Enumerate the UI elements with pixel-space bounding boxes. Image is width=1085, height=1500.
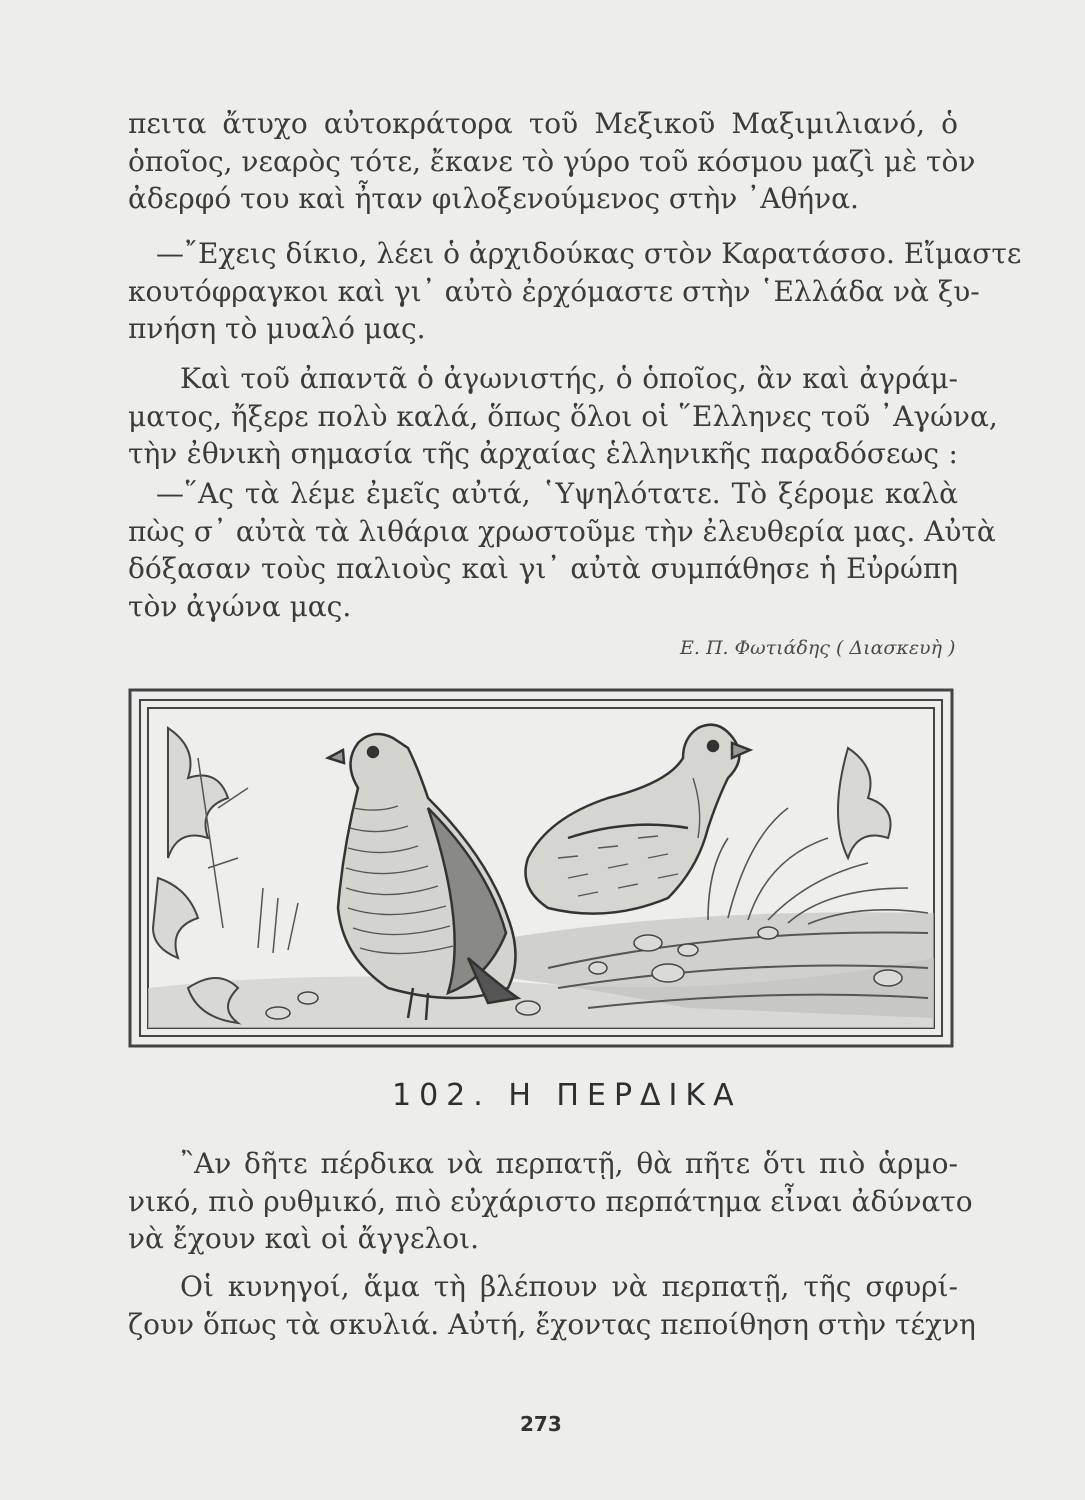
text-line: πειτα ἄτυχο αὐτοκράτορα τοῦ Μεξικοῦ Μαξιμιλιανό, ὁ — [128, 107, 958, 140]
paragraph-6 — [128, 1268, 976, 1343]
text-line: Οἱ κυνηγοί, ἅμα τὴ βλέπουν νὰ περπατῇ, τῆς σφυρί- — [180, 1270, 958, 1303]
text-line: —῎Εχεις δίκιο, λέει ὁ ἀρχιδούκας στὸν Καρατάσσο. Εἴμαστε — [156, 237, 1022, 270]
paragraph-2 — [128, 235, 1022, 348]
text-line: τὸν ἀγώνα μας. — [128, 589, 352, 623]
text-line: τὴν ἐθνικὴ σημασία τῆς ἀρχαίας ἑλληνικῆς παραδόσεως : — [128, 437, 958, 470]
paragraph-4 — [128, 475, 996, 625]
text-line: ζουν ὅπως τὰ σκυλιά. Αὐτή, ἔχοντας πεποίθηση στὴν τέχνη — [128, 1307, 976, 1341]
text-line: Καὶ τοῦ ἀπαντᾶ ὁ ἀγωνιστής, ὁ ὁποῖος, ἂν καὶ ἀγράμ- — [180, 362, 958, 395]
text-line: πὼς σ᾿ αὐτὰ τὰ λιθάρια χρωστοῦμε τὴν ἐλευθερία μας. Αὐτὰ — [128, 514, 996, 548]
text-line: ματος, ἤξερε πολὺ καλά, ὅπως ὅλοι οἱ ῞Ελληνες τοῦ ᾿Αγώνα, — [128, 399, 998, 433]
author-attribution: Ε. Π. Φωτιάδης ( Διασκευὴ ) — [680, 637, 956, 659]
text-line: νικό, πιὸ ρυθμικό, πιὸ εὐχάριστο περπάτημα εἶναι ἀδύνατο — [128, 1184, 973, 1218]
section-title: 102. Η ΠΕΡΔΙΚΑ — [392, 1078, 742, 1113]
text-line: πνήση τὸ μυαλό μας. — [128, 312, 426, 345]
text-line: ὁποῖος, νεαρὸς τότε, ἔκανε τὸ γύρο τοῦ κόσμου μαζὶ μὲ τὸν — [128, 144, 976, 178]
text-line: νὰ ἔχουν καὶ οἱ ἄγγελοι. — [128, 1222, 480, 1255]
text-line: ῍Αν δῆτε πέρδικα νὰ περπατῇ, θὰ πῆτε ὅτι πιὸ ἁρμο- — [180, 1147, 958, 1180]
partridges-illustration — [128, 688, 954, 1048]
text-line: —῞Ας τὰ λέμε ἐμεῖς αὐτά, ῾Υψηλότατε. Τὸ ξέρομε καλὰ — [156, 477, 958, 510]
paragraph-1 — [128, 105, 976, 218]
paragraph-3 — [128, 360, 998, 473]
page-number: 273 — [520, 1412, 562, 1436]
text-line: ἀδερφό του καὶ ἦταν φιλοξενούμενος στὴν ᾿Αθήνα. — [128, 182, 859, 215]
text-line: κουτόφραγκοι καὶ γι᾿ αὐτὸ ἐρχόμαστε στὴν ῾Ελλάδα νὰ ξυ- — [128, 274, 980, 308]
text-line: δόξασαν τοὺς παλιοὺς καὶ γι᾿ αὐτὰ συμπάθησε ἡ Εὐρώπη — [128, 552, 958, 585]
paragraph-5 — [128, 1145, 973, 1258]
